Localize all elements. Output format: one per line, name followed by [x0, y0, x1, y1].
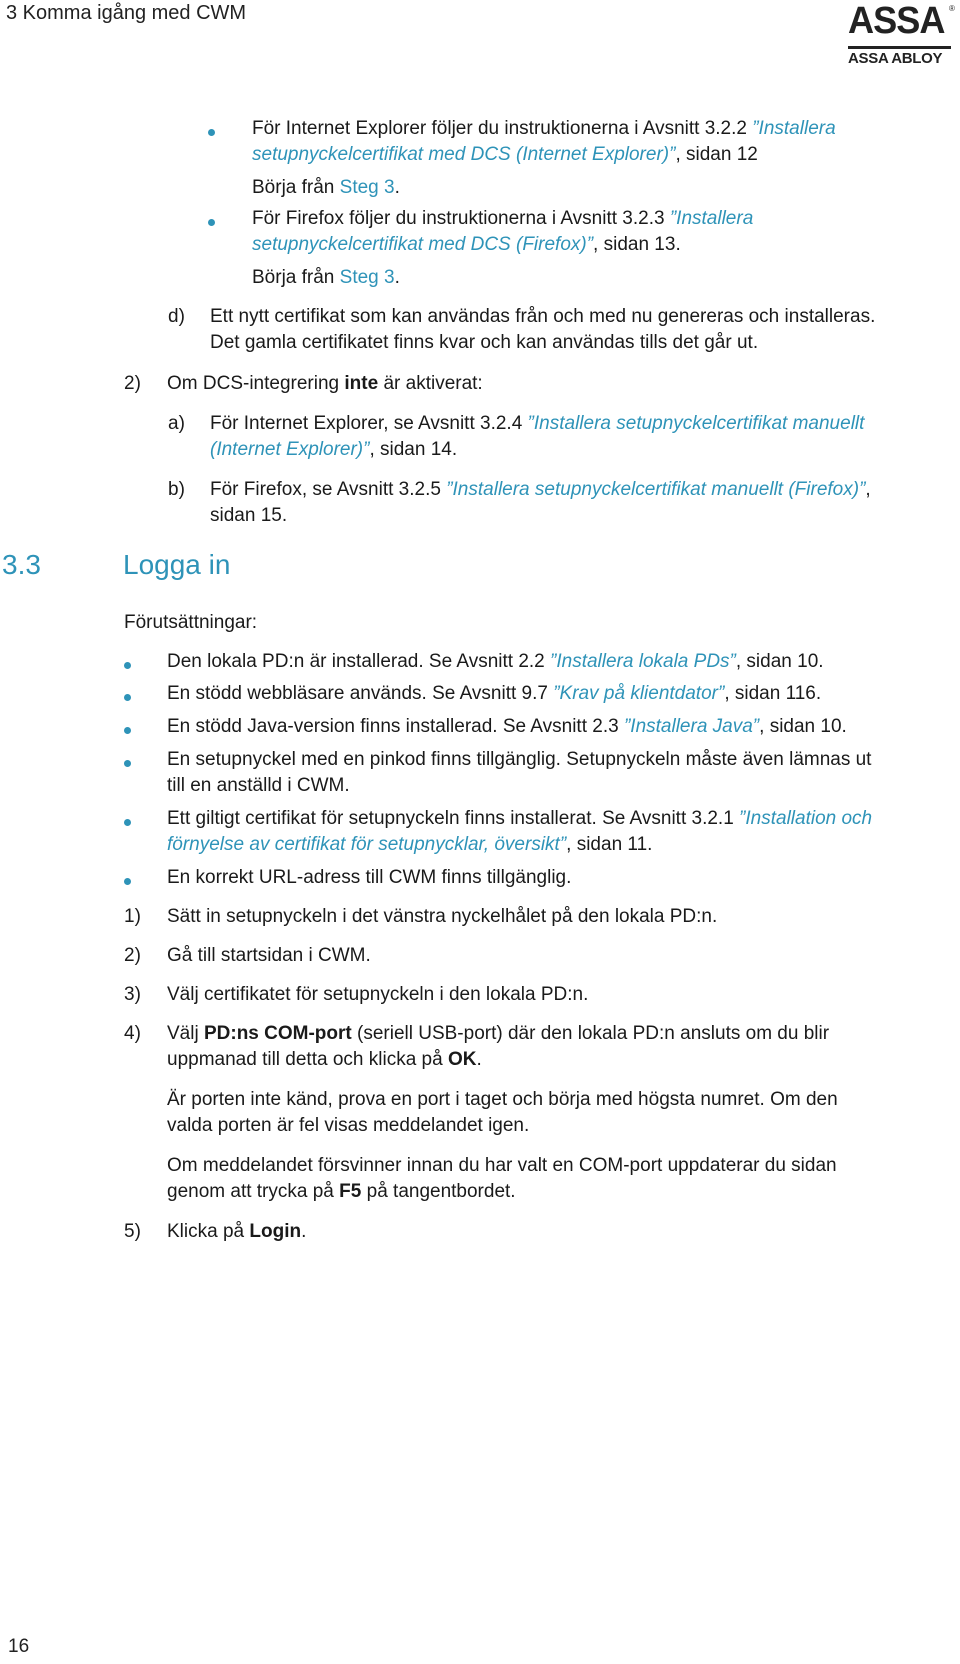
- link-cert-overview[interactable]: ”Installation och: [739, 808, 873, 829]
- link-install-java[interactable]: ”Installera Java”: [623, 716, 760, 737]
- step-marker: 2): [124, 945, 141, 966]
- step-4-note2-line1: Om meddelandet försvinner innan du har valt en COM-port uppdaterar du sidan: [167, 1155, 837, 1176]
- text: , sidan 14.: [369, 439, 458, 460]
- text: , sidan 10.: [735, 651, 824, 672]
- text: Välj: [167, 1023, 204, 1044]
- link-install-local-pds[interactable]: ”Installera lokala PDs”: [550, 651, 736, 672]
- link-install-ie-cont[interactable]: setupnyckelcertifikat med DCS (Internet Explorer)”: [252, 144, 676, 165]
- step-2-text: Gå till startsidan i CWM.: [167, 945, 371, 966]
- text: Ett giltigt certifikat för setupnyckeln finns installerat. Se Avsnitt 3.2.1: [167, 808, 740, 829]
- bold-text: PD:ns COM-port: [203, 1023, 352, 1044]
- bold-text: inte: [344, 373, 379, 394]
- ie-instruction-line1: [252, 116, 836, 142]
- bullet-icon: [208, 129, 215, 136]
- prereq-item-line2: till en anställd i CWM.: [167, 775, 350, 796]
- step-marker: 5): [124, 1221, 141, 1242]
- list-marker: a): [168, 413, 185, 434]
- step-marker: 3): [124, 984, 141, 1005]
- ff-start-step: [252, 265, 400, 291]
- list-marker: 2): [124, 373, 141, 394]
- text: För Internet Explorer följer du instruktionerna i Avsnitt 3.2.2: [252, 118, 753, 139]
- item-d-line2: Det gamla certifikatet finns kvar och kan användas tills det går ut.: [210, 332, 759, 353]
- registered-mark: ®: [949, 4, 955, 13]
- item-2b-line1: [210, 477, 871, 503]
- section-title: Logga in: [123, 549, 231, 580]
- step-4-line2: [167, 1047, 482, 1073]
- link-step-3[interactable]: Steg 3: [339, 267, 395, 288]
- bullet-icon: [124, 662, 131, 669]
- text: , sidan 116.: [724, 683, 822, 704]
- text: .: [394, 177, 400, 198]
- text: genom att trycka på: [167, 1181, 340, 1202]
- bold-text: OK: [447, 1049, 477, 1070]
- item-2a-line2: [210, 437, 457, 463]
- link-install-ff-cont[interactable]: setupnyckelcertifikat med DCS (Firefox)”: [252, 234, 594, 255]
- link-manual-ie-cont[interactable]: (Internet Explorer)”: [210, 439, 370, 460]
- logo-assa-text: ASSA: [848, 0, 945, 42]
- assa-abloy-logo: [848, 2, 954, 68]
- link-step-3[interactable]: Steg 3: [339, 177, 395, 198]
- ie-start-step: [252, 175, 400, 201]
- text: .: [476, 1049, 482, 1070]
- text: Börja från: [252, 177, 340, 198]
- text: , sidan 12: [675, 144, 758, 165]
- step-4-note2-line2: [167, 1179, 516, 1205]
- text: på tangentbordet.: [361, 1181, 516, 1202]
- page-number: 16: [8, 1636, 30, 1657]
- item-2a-line1: [210, 411, 864, 437]
- text: En stödd Java-version finns installerad. Se Avsnitt 2.3: [167, 716, 624, 737]
- item-2b-line2: sidan 15.: [210, 505, 288, 526]
- text: Den lokala PD:n är installerad. Se Avsnitt 2.2: [167, 651, 551, 672]
- step-4-line1: [167, 1021, 829, 1047]
- step-marker: 4): [124, 1023, 141, 1044]
- text: uppmanad till detta och klicka på: [167, 1049, 448, 1070]
- prereq-item-line1: En setupnyckel med en pinkod finns tillgänglig. Setupnyckeln måste även lämnas ut: [167, 749, 872, 770]
- bullet-icon: [124, 694, 131, 701]
- link-manual-ff[interactable]: ”Installera setupnyckelcertifikat manuellt (Firefox)”: [446, 479, 866, 500]
- section-number: 3.3: [2, 549, 41, 580]
- logo-abloy-text: ASSA ABLOY: [848, 50, 943, 67]
- text: är aktiverat:: [378, 373, 483, 394]
- text: En stödd webbläsare används. Se Avsnitt 9.7: [167, 683, 554, 704]
- prereq-item-line1: [167, 806, 872, 832]
- text: .: [301, 1221, 307, 1242]
- running-header: 3 Komma igång med CWM: [6, 2, 247, 24]
- text: .: [394, 267, 400, 288]
- bullet-icon: [208, 219, 215, 226]
- prereq-item-line2: [167, 832, 652, 858]
- text: För Firefox följer du instruktionerna i Avsnitt 3.2.3: [252, 208, 670, 229]
- text: Om DCS-integrering: [167, 373, 345, 394]
- logo-divider: [848, 46, 951, 49]
- prerequisites-label: Förutsättningar:: [124, 612, 258, 633]
- step-4-note1-line2: valda porten är fel visas meddelandet igen.: [167, 1115, 530, 1136]
- link-client-requirements[interactable]: ”Krav på klientdator”: [553, 683, 725, 704]
- bold-text: Login: [249, 1221, 302, 1242]
- ff-instruction-line2: [252, 232, 681, 258]
- list-marker: d): [168, 306, 185, 327]
- prereq-item: En korrekt URL-adress till CWM finns tillgänglig.: [167, 867, 572, 888]
- item-2-text: [167, 371, 483, 397]
- text: Börja från: [252, 267, 340, 288]
- text: , sidan 10.: [759, 716, 847, 737]
- link-cert-overview-cont[interactable]: förnyelse av certifikat för setupnycklar, översikt”: [167, 834, 567, 855]
- step-3-text: Välj certifikatet för setupnyckeln i den lokala PD:n.: [167, 984, 589, 1005]
- text: , sidan 13.: [593, 234, 681, 255]
- link-install-ff[interactable]: ”Installera: [669, 208, 754, 229]
- bullet-icon: [124, 727, 131, 734]
- text: Klicka på: [167, 1221, 250, 1242]
- bullet-icon: [124, 878, 131, 885]
- link-manual-ie[interactable]: ”Installera setupnyckelcertifikat manuellt: [527, 413, 865, 434]
- step-5-text: [167, 1219, 306, 1245]
- item-d-line1: Ett nytt certifikat som kan användas från och med nu genereras och installeras.: [210, 306, 876, 327]
- step-1-text: Sätt in setupnyckeln i det vänstra nyckelhålet på den lokala PD:n.: [167, 906, 718, 927]
- text: (seriell USB-port) där den lokala PD:n ansluts om du blir: [351, 1023, 830, 1044]
- bold-text: F5: [339, 1181, 362, 1202]
- bullet-icon: [124, 760, 131, 767]
- prereq-item: [167, 649, 824, 675]
- prereq-item: [167, 714, 847, 740]
- bullet-icon: [124, 819, 131, 826]
- text: , sidan 11.: [566, 834, 653, 855]
- text: ,: [865, 479, 871, 500]
- text: För Firefox, se Avsnitt 3.2.5: [210, 479, 447, 500]
- ff-instruction-line1: [252, 206, 753, 232]
- step-4-note1-line1: Är porten inte känd, prova en port i taget och börja med högsta numret. Om den: [167, 1089, 838, 1110]
- text: För Internet Explorer, se Avsnitt 3.2.4: [210, 413, 528, 434]
- link-install-ie[interactable]: ”Installera: [752, 118, 836, 139]
- ie-instruction-line2: [252, 142, 758, 168]
- list-marker: b): [168, 479, 185, 500]
- step-marker: 1): [124, 906, 141, 927]
- prereq-item: [167, 681, 821, 707]
